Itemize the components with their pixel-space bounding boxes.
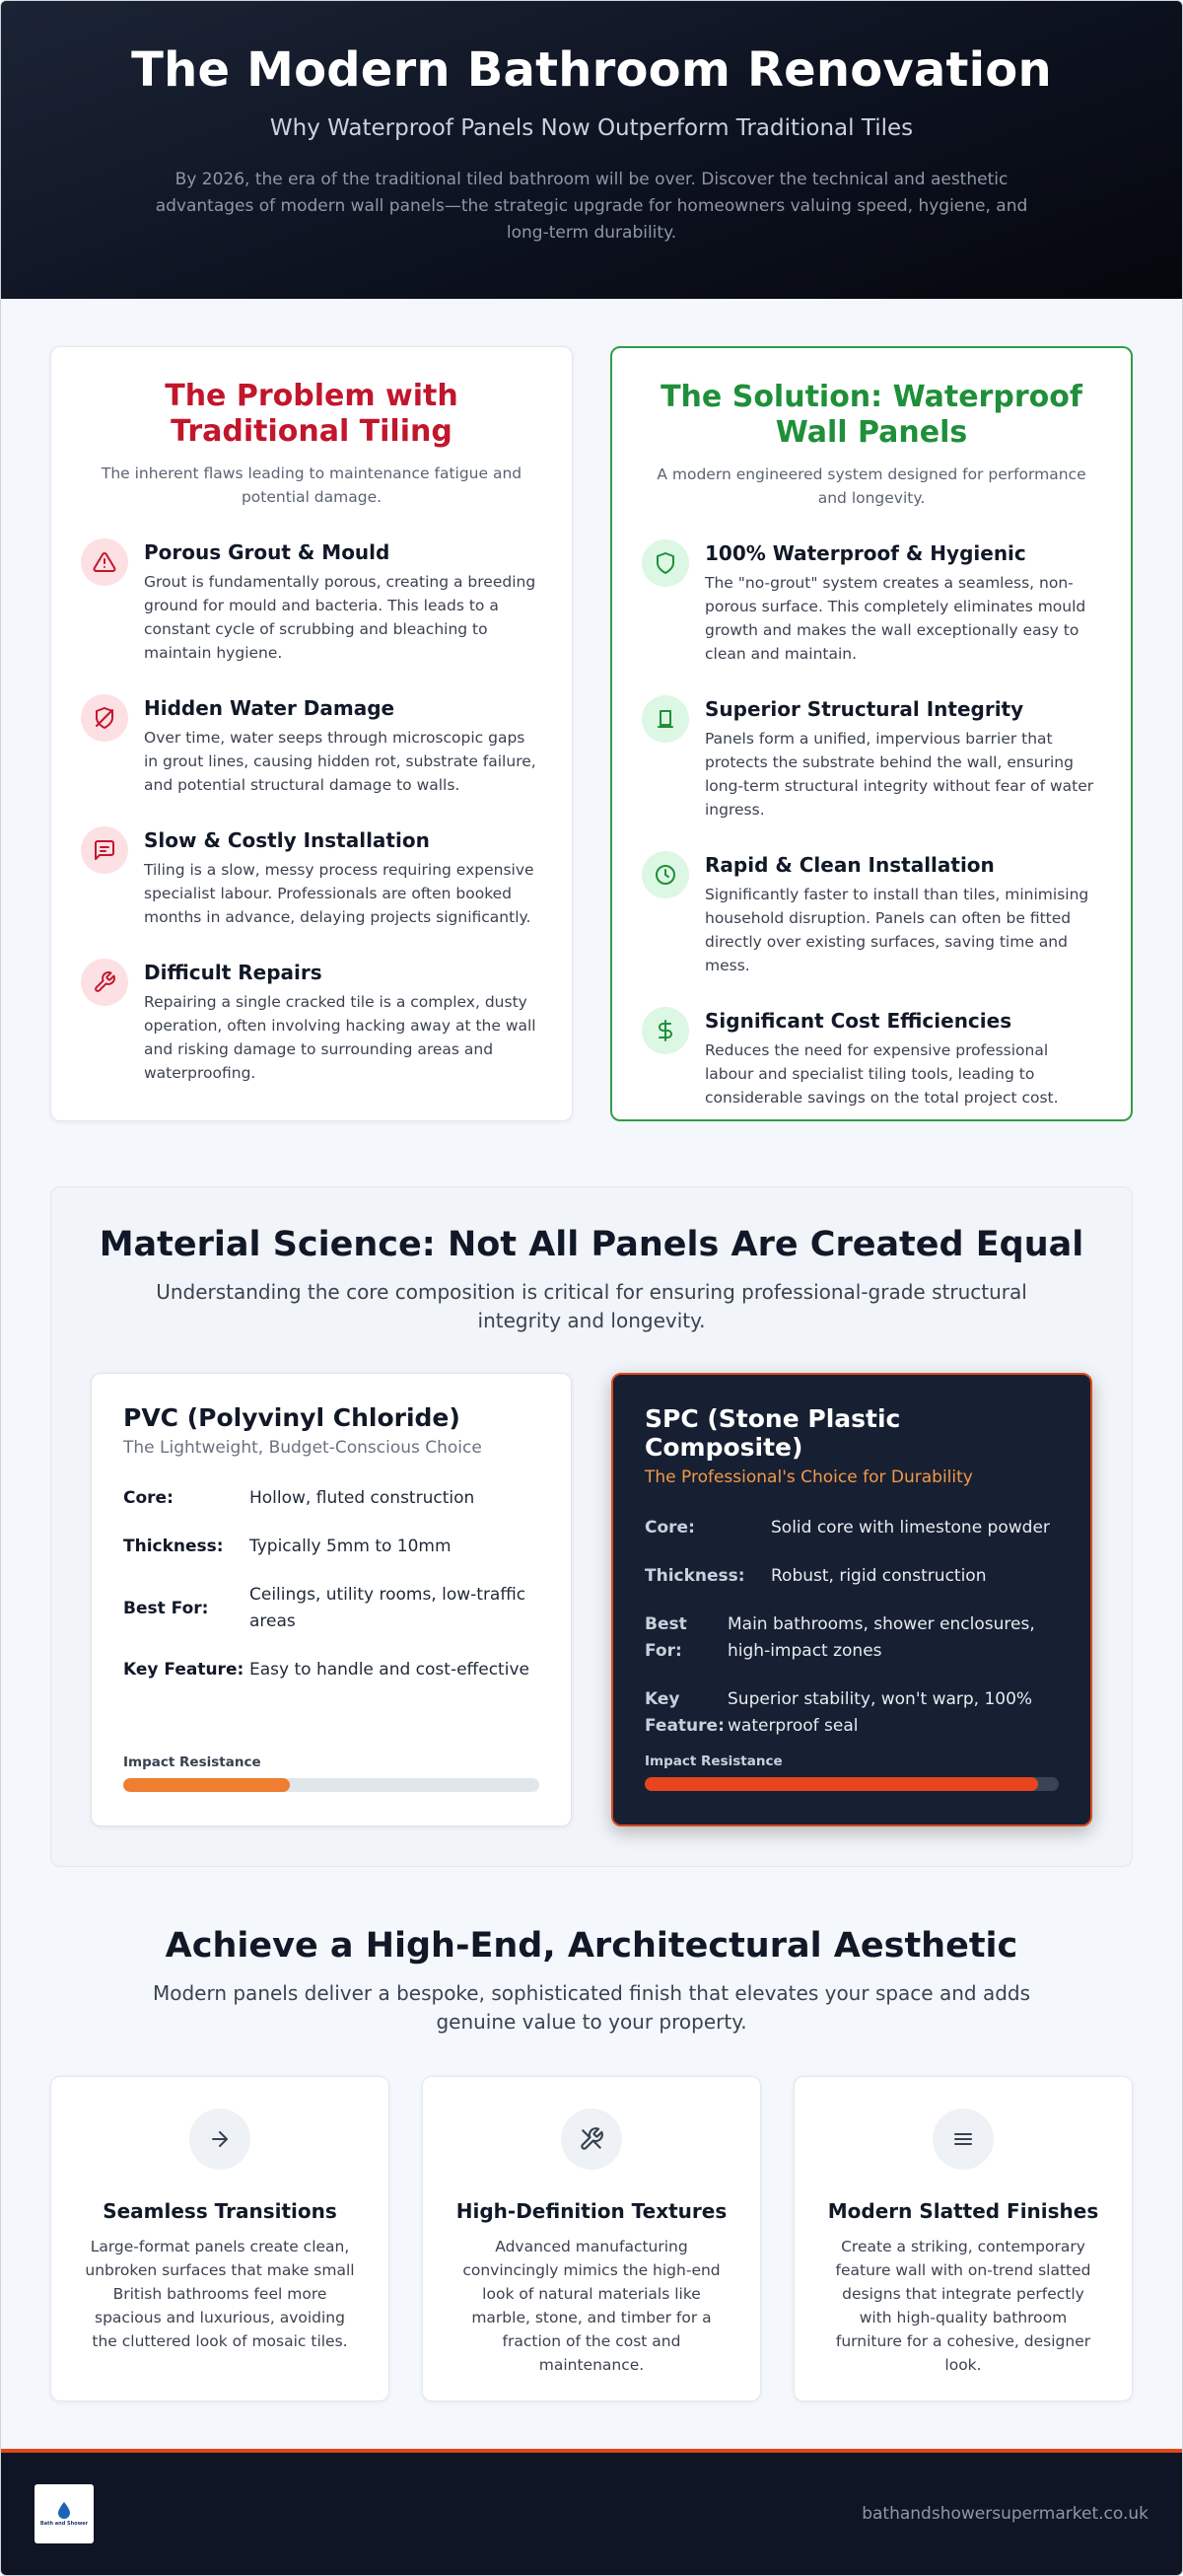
footer [1,2449,1182,2575]
feature-title: High-Definition Textures [455,2199,728,2223]
dollar-icon [642,1007,689,1054]
spec-value: Solid core with limestone powder [771,1518,1050,1538]
spec-key: Best For: [645,1614,687,1661]
solution-item [642,851,1101,977]
spec-key: Key Feature: [123,1660,244,1680]
problem-item-text: Repairing a single cracked tile is a complex, dusty operation, often involving hacking away at the wall and risking damage to surrounding areas and waterproofing. [144,993,536,1082]
wrench-icon [81,959,128,1006]
spec-row [123,1582,539,1635]
materials-title: Material Science: Not All Panels Are Created Equal [99,1225,1084,1264]
problem-title: The Problem with Traditional Tiling [165,379,458,449]
solution-item-text: Reduces the need for expensive professional labour and specialist tiling tools, leading to considerable savings on the total project cost. [705,1041,1059,1107]
spec-value: Hollow, fluted construction [249,1488,475,1508]
spec-value: Easy to handle and cost-effective [249,1660,529,1680]
spec-row [645,1686,1059,1740]
spec-key: Thickness: [123,1537,224,1556]
spc-tagline: The Professional's Choice for Durability [645,1467,973,1487]
page-title: The Modern Bathroom Renovation [131,42,1052,98]
problem-card [50,346,573,1121]
solution-title: The Solution: Waterproof Wall Panels [661,380,1082,450]
comparison-section [1,299,1182,1121]
aesthetic-section [1,1867,1182,2401]
solution-item-text: The "no-grout" system creates a seamless, non-porous surface. This completely eliminates mould growth and makes the wall exceptionally easy to clean and maintain. [705,574,1086,663]
solution-item-title: Rapid & Clean Installation [705,853,995,877]
problem-item-title: Porous Grout & Mould [144,540,390,564]
problem-item-title: Difficult Repairs [144,961,322,984]
shield-off-icon [81,694,128,742]
spec-key: Core: [123,1488,174,1508]
hero-header [1,1,1182,299]
problem-item [81,538,542,665]
spec-key: Best For: [123,1598,209,1618]
spec-key: Core: [645,1518,695,1538]
spec-key: Key Feature: [645,1689,725,1736]
spec-row [645,1515,1059,1541]
aesthetic-subtitle: Modern panels deliver a bespoke, sophisticated finish that elevates your space and adds genuine value to your property. [152,1981,1031,2034]
problem-item-text: Grout is fundamentally porous, creating a breeding ground for mould and bacteria. This leads to a constant cycle of scrubbing and bleaching to maintain hygiene. [144,573,536,662]
feature-card [50,2076,389,2401]
solution-description: A modern engineered system designed for performance and longevity. [657,465,1086,507]
impact-bar [123,1778,539,1792]
problem-item-text: Tiling is a slow, messy process requiring expensive specialist labour. Professionals are often booked months in advance, delaying projects significantly. [144,861,534,926]
impact-label: Impact Resistance [123,1754,261,1770]
spec-row [645,1563,1059,1590]
solution-item-title: 100% Waterproof & Hygienic [705,541,1026,565]
solution-item-title: Superior Structural Integrity [705,697,1024,721]
spec-row [123,1485,539,1512]
warning-triangle-icon [81,538,128,586]
feature-title: Modern Slatted Finishes [827,2199,1099,2223]
solution-item [642,695,1101,822]
material-science-section [50,1186,1133,1867]
spec-key: Thickness: [645,1566,745,1586]
problem-item-text: Over time, water seeps through microscopic gaps in grout lines, causing hidden rot, substrate failure, and potential structural damage to walls. [144,729,536,794]
problem-item-title: Slow & Costly Installation [144,828,430,852]
impact-resistance-meter [123,1754,539,1792]
feature-text: Advanced manufacturing convincingly mimics the high-end look of natural materials like marble, stone, and timber for a fraction of the cost and maintenance. [462,2238,721,2374]
intro-text: By 2026, the era of the traditional tiled bathroom will be over. Discover the technical and aesthetic advantages of modern wall panels—the strategic upgrade for homeowners valuing speed, hygiene, and long-term durability. [155,170,1028,243]
spc-panel-card [611,1373,1092,1826]
impact-bar-fill [123,1778,290,1792]
spec-row [645,1611,1059,1665]
impact-bar [645,1777,1059,1791]
arrow-right-icon [189,2109,250,2170]
spec-value: Superior stability, won't warp, 100% waterproof seal [728,1689,1033,1736]
tools-icon [561,2109,622,2170]
solution-card [610,346,1133,1121]
problem-item-title: Hidden Water Damage [144,696,395,720]
spec-value: Main bathrooms, shower enclosures, high-impact zones [728,1614,1035,1661]
brand-logo[interactable] [35,2484,94,2543]
feature-title: Seamless Transitions [103,2199,337,2223]
solution-item-title: Significant Cost Efficiencies [705,1009,1012,1033]
solution-item [642,1007,1101,1109]
solution-item-text: Significantly faster to install than tiles, minimising household disruption. Panels can often be fitted directly over existing surfaces, saving time and mess. [705,886,1089,974]
problem-item [81,694,542,797]
feature-text: Create a striking, contemporary feature wall with on-trend slatted designs that integrate perfectly with high-quality bathroom furniture for a cohesive, designer look. [835,2238,1091,2374]
page-subtitle: Why Waterproof Panels Now Outperform Traditional Tiles [269,115,914,141]
shield-icon [642,539,689,587]
pvc-tagline: The Lightweight, Budget-Conscious Choice [123,1438,482,1458]
materials-subtitle: Understanding the core composition is critical for ensuring professional-grade structural integrity and longevity. [156,1280,1027,1332]
spc-title: SPC (Stone Plastic Composite) [645,1404,901,1462]
problem-description: The inherent flaws leading to maintenance fatigue and potential damage. [101,465,522,506]
pvc-panel-card [91,1373,572,1826]
pvc-title: PVC (Polyvinyl Chloride) [123,1403,460,1432]
problem-item [81,826,542,929]
impact-bar-fill [645,1777,1038,1791]
aesthetic-title: Achieve a High-End, Architectural Aesthetic [165,1926,1018,1966]
water-drop-icon [57,2501,71,2519]
feature-card [422,2076,761,2401]
feature-card [794,2076,1133,2401]
impact-resistance-meter [645,1753,1059,1791]
logo-text: Bath and Shower [39,2521,89,2527]
solution-item-text: Panels form a unified, impervious barrier that protects the substrate behind the wall, ensuring long-term structural integrity without fear of water ingress. [705,730,1094,819]
spec-value: Ceilings, utility rooms, low-traffic areas [249,1585,526,1631]
spec-value: Robust, rigid construction [771,1566,987,1586]
impact-label: Impact Resistance [645,1753,783,1769]
spec-value: Typically 5mm to 10mm [249,1537,452,1556]
problem-item [81,959,542,1085]
spec-row [123,1657,539,1683]
message-icon [81,826,128,874]
feature-text: Large-format panels create clean, unbroken surfaces that make small British bathrooms feel more spacious and luxurious, avoiding the cluttered look of mosaic tiles. [85,2238,355,2350]
panel-icon [642,695,689,743]
solution-item [642,539,1101,666]
menu-lines-icon [933,2109,994,2170]
spec-row [123,1534,539,1560]
website-link[interactable]: bathandshowersupermarket.co.uk [862,2504,1148,2524]
clock-icon [642,851,689,898]
